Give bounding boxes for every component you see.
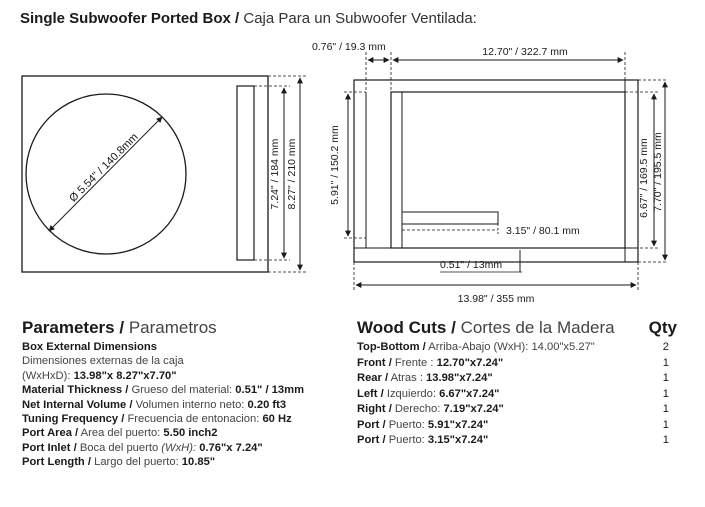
cut-value: 7.19"x7.24"	[443, 403, 504, 415]
box-dims-prefix: (WxHxD):	[22, 369, 71, 382]
cut-sub: Atras :	[390, 372, 423, 384]
port-length-label: 3.15" / 80.1 mm	[506, 225, 580, 237]
front-inner-height-label: 7.24" / 184 mm	[269, 138, 281, 210]
box-dims-sub: Dimensiones externas de la caja	[22, 355, 184, 368]
inner-width-label: 12.70" / 322.7 mm	[482, 46, 568, 58]
volume-sub: Volumen interno neto:	[135, 398, 245, 411]
cut-sub: Izquierdo:	[386, 387, 436, 400]
cut-value: 3.15"x7.24"	[427, 434, 489, 446]
wood-cuts-heading-bold: Wood Cuts /	[357, 318, 456, 337]
cut-value: 13.98"x7.24"	[426, 372, 493, 384]
short-port-plate	[402, 212, 498, 224]
material-sub: Grueso del material:	[131, 384, 233, 397]
cut-row	[357, 433, 677, 449]
front-outer-height-label: 8.27" / 210 mm	[286, 138, 298, 210]
port-length-sub: Largo del puerto:	[94, 456, 179, 469]
tuning-sub: Frecuencia de entonacion:	[127, 413, 260, 426]
cut-qty: 1	[662, 387, 669, 400]
port-area-row	[22, 426, 352, 440]
front-view	[22, 76, 306, 272]
volume-row	[22, 398, 352, 412]
wood-cuts-heading-light: Cortes de la Madera	[460, 318, 615, 337]
cut-sub: Arriba-Abajo (WxH): 14.00"x5.27"	[428, 341, 595, 353]
diameter-label: Ø 5.54" / 140.8mm	[67, 131, 141, 205]
port-inlet-label: Port Inlet /	[22, 441, 77, 454]
inner-height-label: 6.67" / 169.5 mm	[638, 138, 650, 218]
cut-qty: 1	[662, 403, 669, 415]
qty-header: Qty	[648, 318, 677, 337]
cut-qty: 2	[662, 341, 669, 353]
cut-qty: 1	[662, 418, 669, 431]
cut-qty: 1	[662, 372, 669, 384]
wood-cuts-list	[357, 340, 677, 449]
material-row	[22, 383, 352, 397]
material-thickness-label: 0.51" / 13mm	[440, 259, 503, 271]
cut-label: Left /	[357, 387, 384, 400]
port-length-row	[22, 455, 352, 469]
cut-label: Top-Bottom /	[357, 341, 426, 353]
material-label: Material Thickness /	[22, 384, 129, 397]
port-area-value: 5.50 inch2	[163, 427, 218, 440]
cut-row	[357, 356, 677, 372]
tuning-row	[22, 412, 352, 426]
tuning-label: Tuning Frequency /	[22, 413, 125, 426]
cut-value: 6.67"x7.24"	[439, 387, 500, 400]
volume-label: Net Internal Volume /	[22, 398, 133, 411]
parameters-list	[22, 340, 352, 470]
thickness-label: 0.76" / 19.3 mm	[312, 41, 386, 53]
cut-label: Front /	[357, 356, 392, 369]
title-light: Caja Para un Subwoofer Ventilada:	[243, 10, 477, 27]
wood-cuts-heading	[357, 318, 679, 338]
port-height-label: 5.91" / 150.2 mm	[329, 125, 341, 205]
cut-label: Port /	[357, 418, 386, 431]
port-opening	[237, 86, 254, 260]
parameters-heading	[22, 318, 217, 338]
outer-width-label: 13.98" / 355 mm	[457, 293, 535, 305]
cut-row	[357, 371, 677, 387]
port-area-label: Port Area /	[22, 427, 79, 440]
port-inlet-sub: Boca del puerto	[79, 441, 159, 454]
cut-label: Rear /	[357, 372, 389, 384]
cut-row	[357, 402, 677, 418]
port-length-param-label: Port Length /	[22, 456, 91, 469]
cut-label: Right /	[357, 403, 392, 415]
cut-sub: Frente :	[394, 356, 434, 369]
material-value: 0.51" / 13mm	[235, 384, 305, 397]
volume-value: 0.20 ft3	[247, 398, 287, 411]
port-area-sub: Area del puerto:	[80, 427, 161, 440]
cut-row	[357, 418, 677, 434]
cut-qty: 1	[662, 356, 669, 369]
side-outer-outline	[354, 80, 638, 262]
box-dims-row	[22, 369, 352, 383]
cut-sub: Puerto:	[388, 418, 425, 431]
parameters-heading-bold: Parameters /	[22, 318, 125, 337]
port-inlet-sub2: (WxH):	[161, 441, 197, 454]
side-view	[312, 41, 668, 305]
cut-label: Port /	[357, 434, 386, 446]
parameters-heading-light: Parametros	[128, 318, 217, 337]
outer-height-label: 7.70" / 195.5 mm	[652, 132, 664, 212]
cut-row	[357, 340, 677, 356]
cut-value: 5.91"x7.24"	[427, 418, 489, 431]
port-inlet-value: 0.76"x 7.24"	[199, 441, 263, 454]
tuning-value: 60 Hz	[262, 413, 292, 426]
cut-qty: 1	[662, 434, 669, 446]
port-inlet-row	[22, 441, 352, 455]
port-length-value: 10.85"	[181, 456, 216, 469]
box-dims-title: Box External Dimensions	[22, 341, 157, 353]
cut-value: 12.70"x7.24"	[436, 356, 504, 369]
cut-sub: Derecho:	[394, 403, 441, 415]
front-panel-outline	[22, 76, 268, 272]
title-bold: Single Subwoofer Ported Box /	[20, 10, 240, 27]
cut-row	[357, 387, 677, 403]
box-dims-value: 13.98"x 8.27"x7.70"	[73, 369, 177, 382]
cut-sub: Puerto:	[388, 434, 425, 446]
